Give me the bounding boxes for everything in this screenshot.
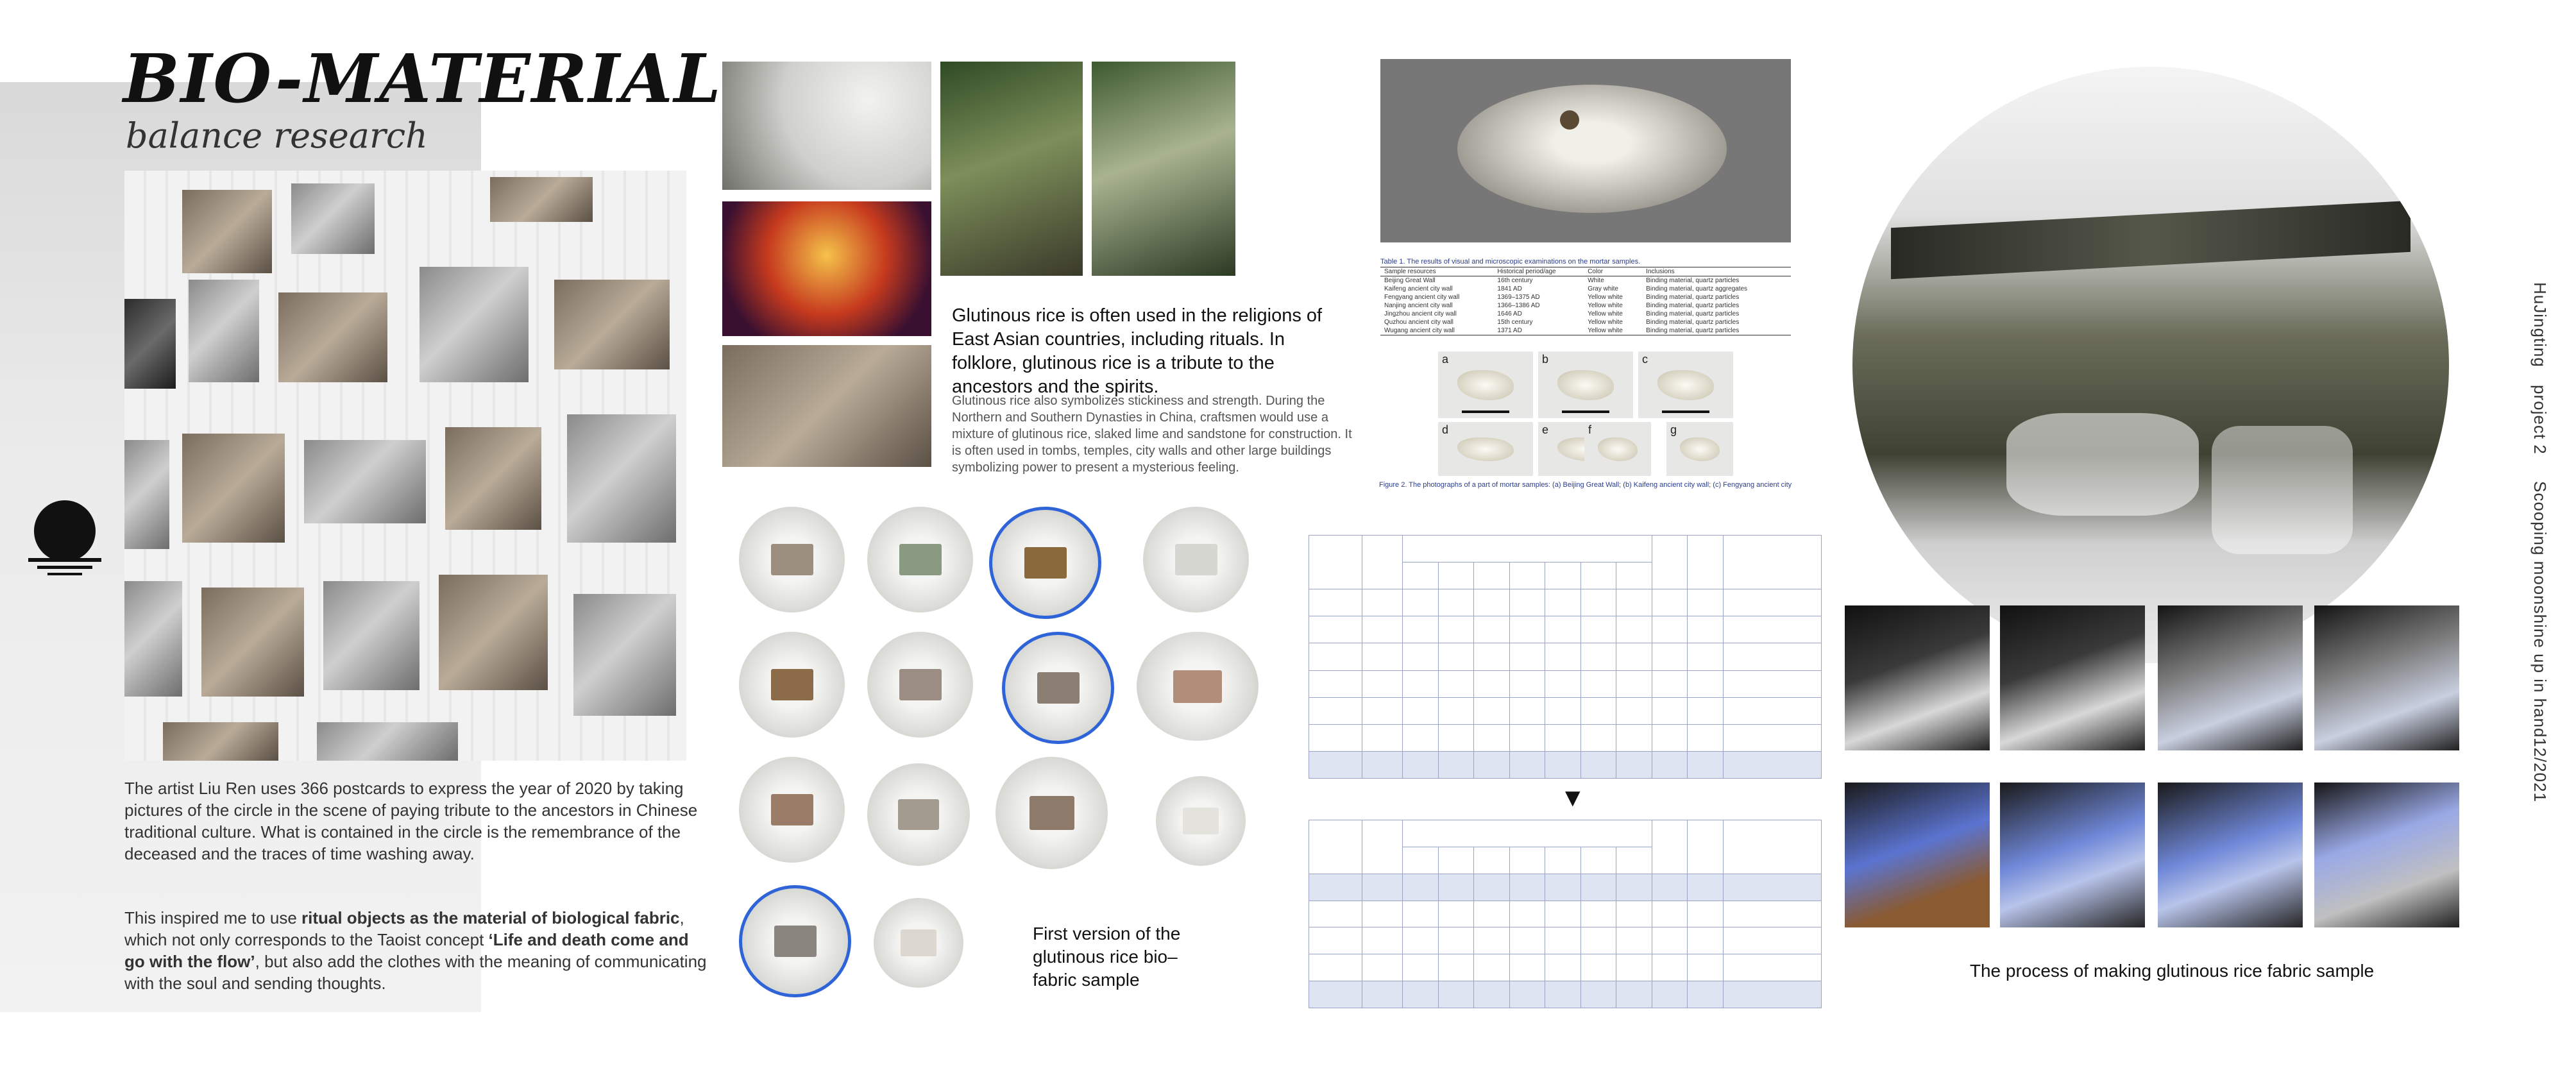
sample-label: g	[1670, 423, 1677, 436]
process-photo-6	[2000, 783, 2145, 927]
petri-dish	[867, 763, 970, 866]
inspiration-text-part: This inspired me to use	[124, 908, 302, 927]
table-cell: Wugang ancient city wall	[1384, 327, 1455, 334]
table-cell: 1369–1375 AD	[1497, 294, 1540, 301]
inspiration-text-emphasis: ritual objects as the material of biological fabric	[301, 908, 680, 927]
sample-label: e	[1542, 423, 1549, 436]
temple-circle-photo	[1852, 67, 2449, 663]
table-cell: 16th century	[1497, 277, 1533, 284]
petri-dish	[1143, 507, 1249, 613]
side-project: project 2	[2530, 385, 2550, 455]
craftsman-photo-2	[1092, 62, 1235, 276]
process-photo-5	[1845, 783, 1990, 927]
table-cell: White	[1588, 277, 1604, 284]
table-cell: Yellow white	[1588, 294, 1623, 301]
mortar-sample-f	[1584, 422, 1651, 476]
table-cell: Kaifeng ancient city wall	[1384, 285, 1453, 292]
ritual-altar-photo	[722, 201, 931, 336]
process-photo-7	[2158, 783, 2303, 927]
process-photo-4	[2314, 605, 2459, 750]
petri-dish	[1137, 632, 1258, 741]
table-cell: Binding material, quartz particles	[1646, 277, 1740, 284]
process-photo-1	[1845, 605, 1990, 750]
artist-description: The artist Liu Ren uses 366 postcards to express the year of 2020 by taking pictures of the circle in the scene of paying tribute to the ancestors in Chinese traditional culture. What is contained in the circle is the remembrance of the deceased and the traces of time washing away.	[124, 779, 698, 863]
table-row	[1380, 293, 1791, 301]
rice-offering-photo	[722, 345, 931, 467]
mortar-sample-a	[1438, 351, 1533, 418]
table-row	[1380, 301, 1791, 310]
mortar-sample-b	[1538, 351, 1633, 418]
petri-dish	[1156, 776, 1246, 866]
table-cell: Jingzhou ancient city wall	[1384, 310, 1457, 317]
sample-label: c	[1642, 353, 1648, 366]
table-cell: Binding material, quartz particles	[1646, 302, 1740, 309]
page-subtitle: balance research	[126, 115, 428, 156]
petri-dish	[874, 898, 963, 988]
inspiration-text	[124, 907, 708, 994]
down-arrow-icon: ▼	[1560, 784, 1586, 812]
table-cell: 1366–1386 AD	[1497, 302, 1540, 309]
table-row	[1380, 276, 1791, 285]
side-project-title: Scooping moonshine up in hand	[2530, 481, 2550, 738]
first-version-caption: First version of the glutinous rice bio–fabric sample	[1033, 924, 1181, 990]
inspiration-text-part: , which not only corresponds to the Taoist concept	[124, 908, 684, 949]
table-cell: Gray white	[1588, 285, 1618, 292]
side-date: 12/2021	[2530, 738, 2550, 802]
table-cell: Binding material, quartz particles	[1646, 327, 1740, 334]
table-cell: Binding material, quartz particles	[1646, 310, 1740, 317]
petri-dish	[739, 757, 845, 863]
experiment-table-2	[1309, 820, 1822, 1008]
process-caption: The process of making glutinous rice fabric sample	[1969, 961, 2375, 981]
page-title: BIO-MATERIAL	[123, 39, 722, 118]
process-photo-2	[2000, 605, 2145, 750]
table-header: Historical period/age	[1493, 267, 1584, 276]
mortar-table-caption: Table 1. The results of visual and microscopic examinations on the mortar samples.	[1380, 258, 1641, 266]
petri-dish-highlighted	[989, 507, 1101, 619]
mortar-stone-photo	[1380, 59, 1791, 242]
rice-heading: Glutinous rice is often used in the religions of East Asian countries, including rituals. In folklore, glutinous rice is a tribute to the ancestors and the spirits.	[952, 305, 1323, 397]
table-cell: 1371 AD	[1497, 327, 1522, 334]
craftsman-photo-1	[940, 62, 1083, 276]
petri-dish	[867, 507, 973, 613]
petri-dish	[867, 632, 973, 738]
petri-dish	[739, 632, 845, 738]
sample-label: d	[1442, 423, 1449, 436]
table-cell: Yellow white	[1588, 302, 1623, 309]
rice-body: Glutinous rice also symbolizes stickiness and strength. During the Northern and Southern Dynasties in China, craftsmen would use a mixture of glutinous rice, slaked lime and sandstone for construction. It is often used in tombs, temples, city walls and other large buildings symbolizing power to present a mysterious feeling.	[952, 394, 1352, 475]
table-cell: 1841 AD	[1497, 285, 1522, 292]
petri-dish-highlighted	[739, 885, 851, 997]
table-cell: Beijing Great Wall	[1384, 277, 1436, 284]
experiment-table-1	[1309, 535, 1822, 779]
table-cell: Quzhou ancient city wall	[1384, 319, 1453, 326]
petri-dish-highlighted	[1002, 632, 1114, 744]
table-cell: Nanjing ancient city wall	[1384, 302, 1453, 309]
table-header: Inclusions	[1642, 267, 1791, 276]
sample-label: b	[1542, 353, 1549, 366]
table-row	[1380, 285, 1791, 293]
table-cell: 1646 AD	[1497, 310, 1522, 317]
table-row	[1380, 310, 1791, 318]
table-header: Sample resources	[1380, 267, 1493, 276]
sample-label: a	[1442, 353, 1449, 366]
table-cell: Binding material, quartz particles	[1646, 294, 1740, 301]
table-cell: 15th century	[1497, 319, 1533, 326]
ink-circle-logo	[24, 499, 105, 580]
process-photo-3	[2158, 605, 2303, 750]
table-cell: Binding material, quartz aggregates	[1646, 285, 1748, 292]
mortar-sample-g	[1666, 422, 1733, 476]
figure2-caption: Figure 2. The photographs of a part of mortar samples: (a) Beijing Great Wall; (b) Kaifeng ancient city wall; (c) Fengyang ancient city	[1379, 481, 1792, 489]
petri-dish	[996, 757, 1108, 869]
sample-label: f	[1588, 423, 1592, 436]
table-cell: Fengyang ancient city wall	[1384, 294, 1460, 301]
mortar-sample-c	[1638, 351, 1733, 418]
side-author: HuJingting	[2530, 282, 2550, 368]
table-cell: Yellow white	[1588, 319, 1623, 326]
table-row	[1380, 318, 1791, 326]
table-row	[1380, 326, 1791, 335]
inspiration-text-part: , but also add the clothes with the meaning of communicating with the soul and sending thoughts.	[124, 952, 707, 993]
table-cell: Binding material, quartz particles	[1646, 319, 1740, 326]
mortar-sample-d	[1438, 422, 1533, 476]
mortar-table	[1380, 267, 1791, 335]
table-cell: Yellow white	[1588, 310, 1623, 317]
postcard-wall-photo	[124, 171, 686, 761]
table-header: Color	[1584, 267, 1642, 276]
inspiration-text-emphasis: ‘Life and death come and go with the flow’	[124, 930, 689, 971]
rice-closeup-photo	[722, 62, 931, 190]
table-cell: Yellow white	[1588, 327, 1623, 334]
process-photo-8	[2314, 783, 2459, 927]
petri-dish	[739, 507, 845, 613]
